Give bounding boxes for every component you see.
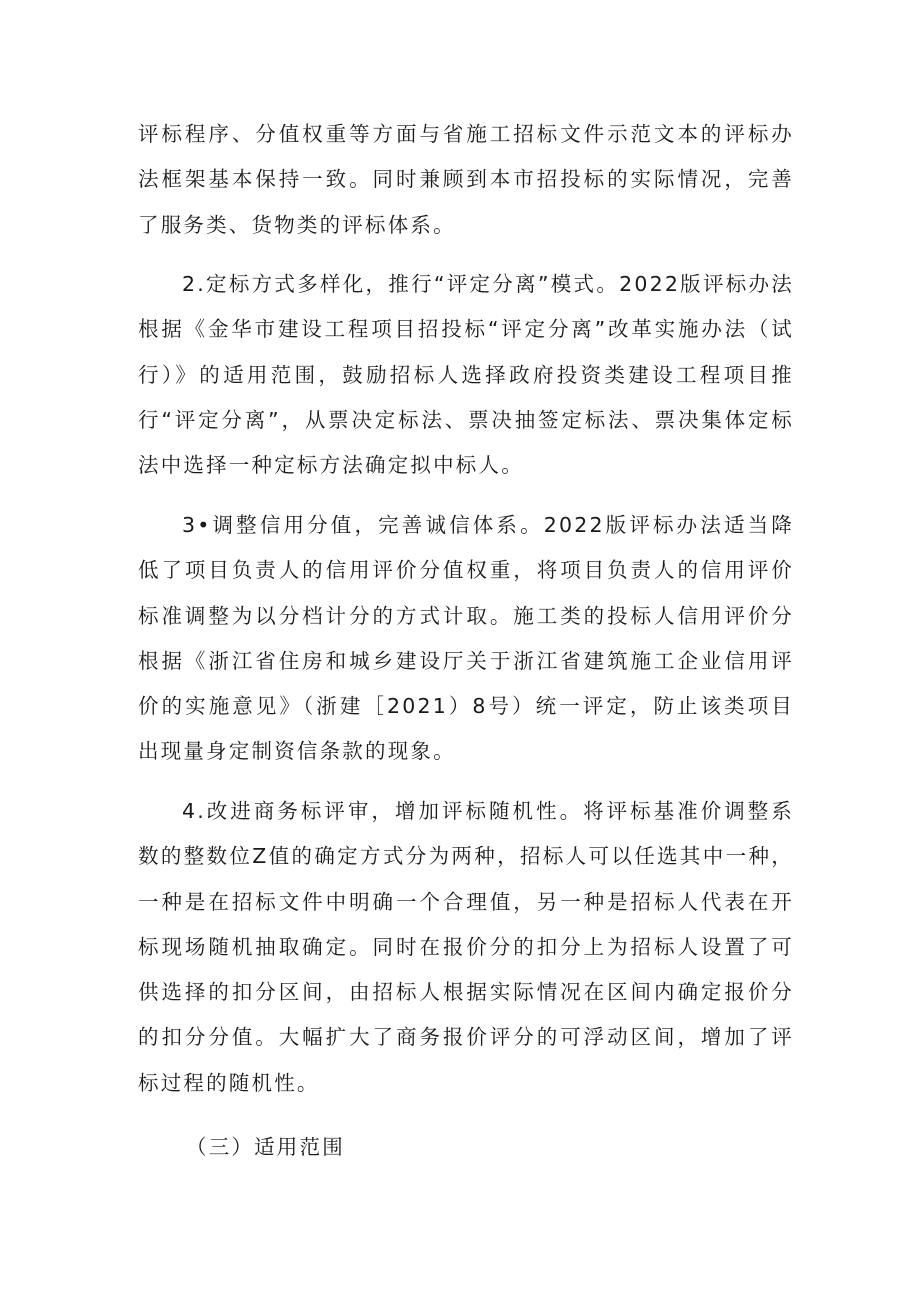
paragraph-item-3: 3•调整信用分值，完善诚信体系。2022版评标办法适当降低了项目负责人的信用评价分值权重，将项目负责人的信用评价标准调整为以分档计分的方式计取。施工类的投标人信用评价分根据《浙江省住房和城乡建设厅关于浙江省建筑施工企业信用评价的实施意见》（浙建［2021）8号）统一评定，防止该类项目出现量身定制资信条款的现象。 <box>138 513 794 764</box>
paragraph-item-2: 2.定标方式多样化，推行“评定分离”模式。2022版评标办法根据《金华市建设工程项目招投标“评定分离”改革实施办法（试行）》的适用范围，鼓励招标人选择政府投资类建设工程项目推行“评定分离”，从票决定标法、票决抽签定标法、票决集体定标法中选择一种定标方法确定拟中标人。 <box>138 272 794 478</box>
paragraph-continuation: 评标程序、分值权重等方面与省施工招标文件示范文本的评标办法框架基本保持一致。同时兼顾到本市招投标的实际情况，完善了服务类、货物类的评标体系。 <box>138 122 794 237</box>
paragraph-item-4: 4.改进商务标评审，增加评标随机性。将评标基准价调整系数的整数位Z值的确定方式分为两种，招标人可以任选其中一种，一种是在招标文件中明确一个合理值，另一种是招标人代表在开标现场随机抽取确定。同时在报价分的扣分上为招标人设置了可供选择的扣分区间，由招标人根据实际情况在区间内确定报价分的扣分分值。大幅扩大了商务报价评分的可浮动区间，增加了评标过程的随机性。 <box>138 799 794 1095</box>
section-heading: （三）适用范围 <box>186 1135 345 1159</box>
